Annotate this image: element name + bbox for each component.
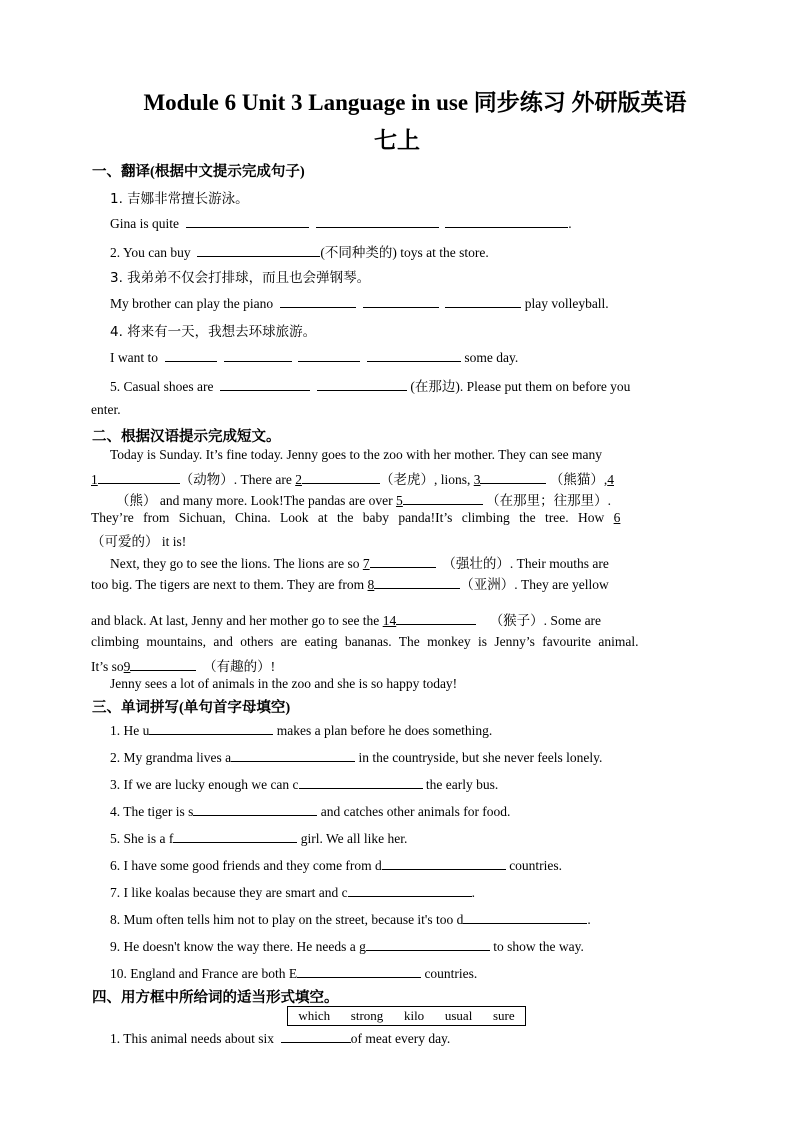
- s2-line3: （熊） and many more. Look!The pandas are over 5 （在那里；往那里）.: [116, 493, 612, 508]
- s2-line2: 1 （动物）. There are 2 （老虎）, lions, 3 （熊猫）,4: [91, 472, 614, 487]
- word-box-item: usual: [444, 1008, 473, 1023]
- section4-heading: 四、用方框中所给词的适当形式填空。: [92, 990, 339, 1006]
- s1-q5: 5. Casual shoes are (在那边). Please put them on before you: [110, 379, 631, 394]
- word-box-item: sure: [492, 1008, 515, 1023]
- s3-item: 6. I have some good friends and they come from d countries.: [110, 858, 563, 873]
- s3-item: 2. My grandma lives a in the countryside, but she never feels lonely.: [110, 750, 603, 765]
- title-line2: 七上: [374, 128, 420, 153]
- s4-q1: 1. This animal needs about six of meat every day.: [110, 1031, 451, 1046]
- s1-q4: I want to some day.: [110, 350, 519, 365]
- s3-item: 4. The tiger is s and catches other animals for food.: [110, 804, 511, 819]
- title-line1: Module 6 Unit 3 Language in use 同步练习 外研版英语: [143, 90, 687, 115]
- s3-item: 8. Mum often tells him not to play on the street, because it's too d .: [110, 912, 591, 927]
- s2-line9: climbing mountains, and others are eating bananas. The monkey is Jenny’s favourite animal.: [91, 634, 639, 649]
- word-box-item: strong: [350, 1008, 384, 1023]
- s3-item: 5. She is a f girl. We all like her.: [110, 831, 408, 846]
- s1-q1-en: Gina is quite .: [110, 216, 572, 231]
- word-box-item: which: [298, 1008, 331, 1023]
- s2-line6: Next, they go to see the lions. The lions are so 7 （强壮的）. Their mouths are: [110, 556, 609, 571]
- s3-item: 7. I like koalas because they are smart and c .: [110, 885, 476, 900]
- section3-heading: 三、单词拼写(单句首字母填空): [92, 700, 291, 716]
- s2-line4: They’re from Sichuan, China. Look at the baby panda!It’s climbing the tree. How 6: [91, 510, 621, 525]
- s1-q5-end: enter.: [91, 402, 121, 417]
- s1-q1-cn: 1. 吉娜非常擅长游泳。: [110, 191, 249, 207]
- s2-line11: Jenny sees a lot of animals in the zoo and she is so happy today!: [110, 676, 458, 691]
- s2-line5: （可爱的） it is!: [91, 534, 187, 549]
- section2-heading: 二、根据汉语提示完成短文。: [92, 429, 281, 445]
- word-box-item: kilo: [403, 1008, 425, 1023]
- s1-q4-cn: 4. 将来有一天，我想去环球旅游。: [110, 324, 317, 340]
- s2-line7: too big. The tigers are next to them. They are from 8 （亚洲）. They are yellow: [91, 577, 609, 592]
- word-box: [287, 1006, 526, 1026]
- s3-item: 10. England and France are both E countries.: [110, 966, 478, 981]
- s1-q2: 2. You can buy (不同种类的) toys at the store.: [110, 245, 489, 260]
- s1-q3-cn: 3. 我弟弟不仅会打排球，而且也会弹钢琴。: [110, 270, 371, 286]
- s2-line1: Today is Sunday. It’s fine today. Jenny goes to the zoo with her mother. They can see many: [110, 447, 602, 462]
- s1-q3: My brother can play the piano play volleyball.: [110, 296, 609, 311]
- s2-line8: and black. At last, Jenny and her mother go to see the 14 （猴子）. Some are: [91, 613, 602, 628]
- section1-heading: 一、翻译(根据中文提示完成句子): [92, 164, 305, 180]
- s3-item: 3. If we are lucky enough we can c the early bus.: [110, 777, 499, 792]
- s2-line10: It’s so9 （有趣的）!: [91, 659, 276, 674]
- s3-item: 1. He u makes a plan before he does something.: [110, 723, 493, 738]
- s3-item: 9. He doesn't know the way there. He needs a g to show the way.: [110, 939, 584, 954]
